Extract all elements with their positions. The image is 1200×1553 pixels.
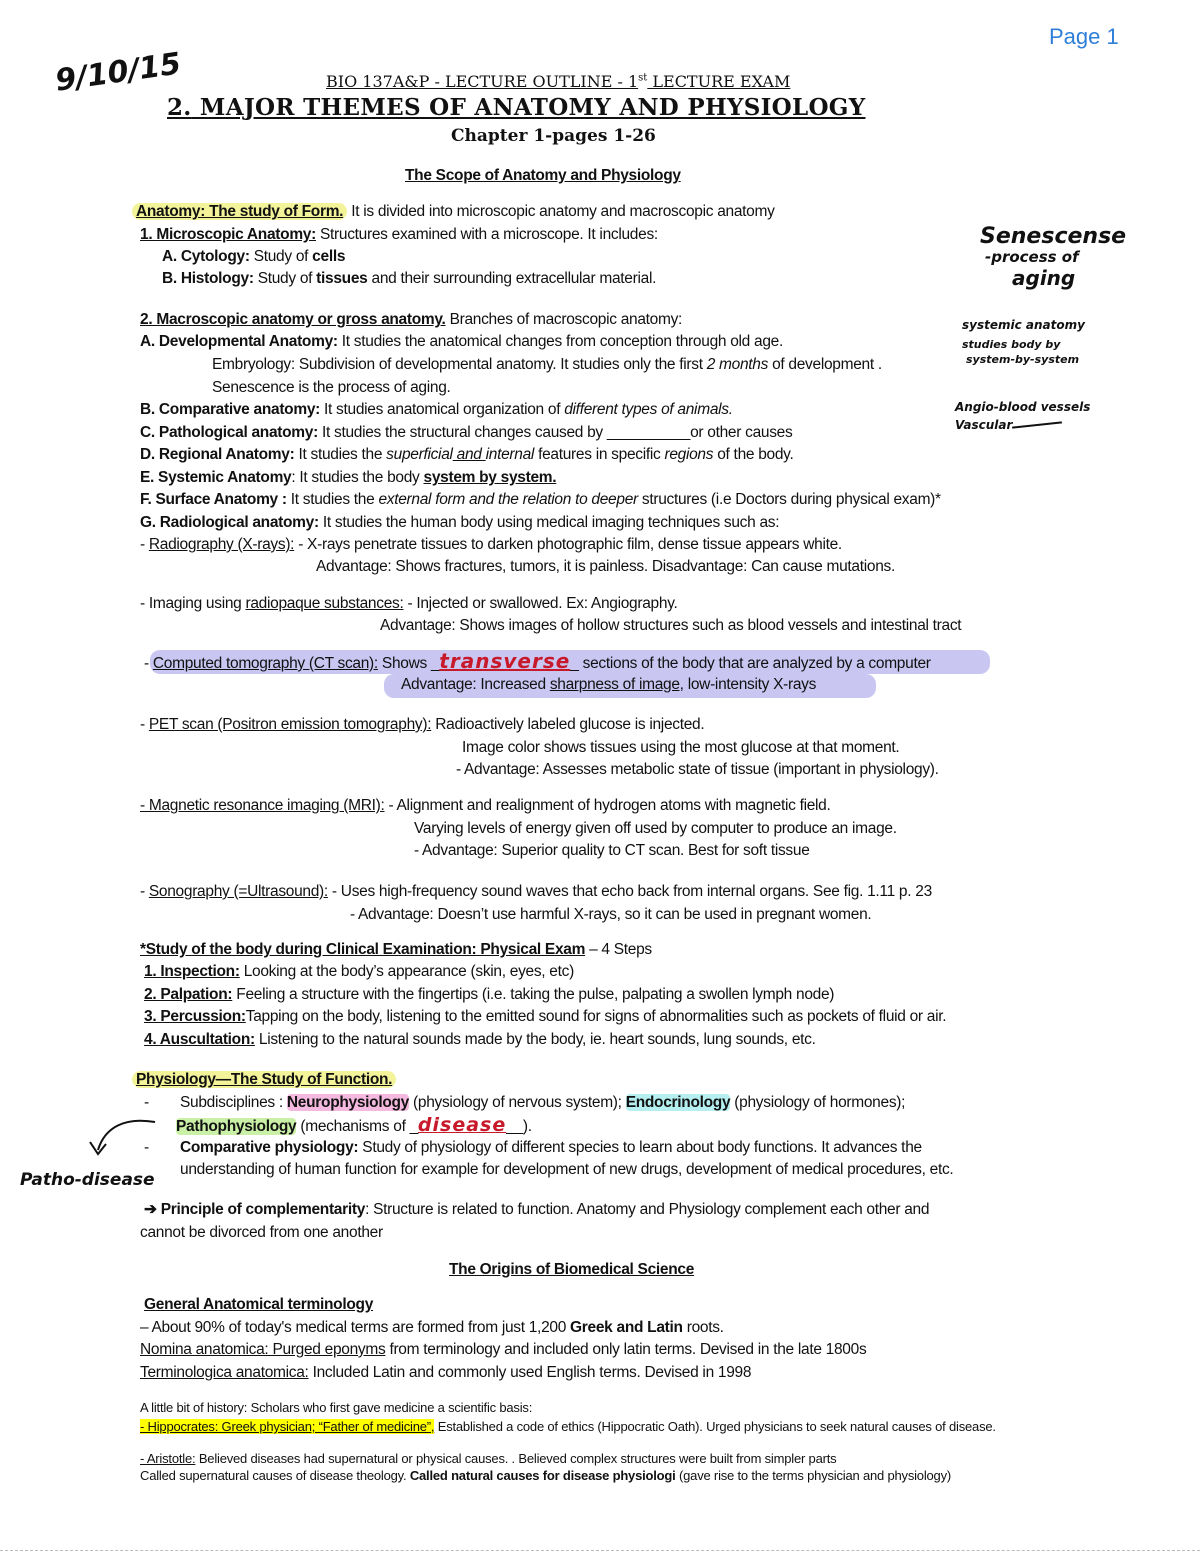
terminology-heading: General Anatomical terminology xyxy=(144,1296,374,1313)
sys-bold: system by system. xyxy=(423,469,557,486)
micro-label: 1. Microscopic Anatomy: xyxy=(140,226,316,243)
macro-text: Branches of macroscopic anatomy: xyxy=(445,311,683,328)
pet-line-3: - Advantage: Assesses metabolic state of tissue (important in physiology). xyxy=(456,761,939,778)
exam-step-3 xyxy=(144,1007,946,1027)
xray-u: Radiography (X-rays): xyxy=(148,536,295,553)
pet-b: Radioactively labeled glucose is injected. xyxy=(431,716,705,733)
bullet-dash: - xyxy=(144,1094,149,1111)
comp-phys-text: Study of physiology of different species to learn about body functions. It advances the xyxy=(358,1139,922,1156)
nomina-line xyxy=(140,1340,866,1360)
radiological-line xyxy=(140,513,779,533)
patho-term: Pathophysiology xyxy=(176,1118,297,1135)
reg-text2: features in specific xyxy=(534,446,665,463)
s3-text: Tapping on the body, listening to the emitted sound for signs of abnormalities such as pockets of fluid or air. xyxy=(245,1008,947,1025)
reg-i2: internal xyxy=(485,446,535,463)
pathophysiology-line xyxy=(176,1115,532,1137)
histology-line xyxy=(162,269,656,289)
sono-u: Sonography (=Ultrasound): xyxy=(148,883,328,900)
termino-b: Included Latin and commonly used English terms. Devised in 1998 xyxy=(308,1364,752,1381)
origins-heading: The Origins of Biomedical Science xyxy=(449,1261,695,1278)
line1-c: roots. xyxy=(682,1319,724,1336)
radio-b: - Injected or swallowed. Ex: Angiography. xyxy=(403,595,678,612)
aris-2b: Called natural causes for disease physiologi xyxy=(409,1468,676,1483)
physiology-label: Physiology—The Study of Function. xyxy=(132,1071,396,1088)
ct-blank-pre: _ xyxy=(430,655,440,672)
line1-b: Greek and Latin xyxy=(570,1319,683,1336)
dev-line xyxy=(140,332,783,352)
ct-c: sections of the body that are analyzed by a computer xyxy=(578,655,931,672)
exam-step-1 xyxy=(144,962,574,982)
senescence-line: Senescence is the process of aging. xyxy=(212,379,451,396)
mri-line-2: Varying levels of energy given off used by computer to produce an image. xyxy=(414,820,897,837)
title-number: 2. xyxy=(167,94,192,121)
patho-b: (mechanisms of _ xyxy=(296,1118,418,1135)
embryo-a: Embryology: Subdivision of developmental anatomy. It studies only the first xyxy=(212,356,707,373)
hippo-highlight: - Hippocrates: Greek physician; “Father of medicine”, xyxy=(140,1419,435,1434)
surf-text: It studies the xyxy=(286,491,379,508)
ct-fill: transverse xyxy=(439,649,571,673)
handwritten-date: 9/10/15 xyxy=(53,46,184,99)
aristotle-line-2 xyxy=(140,1467,951,1484)
nomina-b: from terminology and included only latin terms. Devised in the late 1800s xyxy=(385,1341,867,1358)
reg-i3: regions xyxy=(664,446,714,463)
xray-a: - xyxy=(140,536,149,553)
embryo-b: of development . xyxy=(768,356,882,373)
exam-step-2 xyxy=(144,985,834,1005)
dev-label: A. Developmental Anatomy: xyxy=(140,333,338,350)
physiology-heading xyxy=(132,1070,396,1090)
anatomy-label: Anatomy: The study of Form. xyxy=(132,203,347,220)
patho-fill: disease xyxy=(417,1114,507,1136)
note-vascular: Vascular xyxy=(955,418,1013,432)
surface-line xyxy=(140,490,941,510)
course-sup: st xyxy=(638,72,648,84)
anatomy-text: It is divided into microscopic anatomy and macroscopic anatomy xyxy=(347,203,775,220)
cyto-bold: cells xyxy=(312,248,346,265)
s4-text: Listening to the natural sounds made by the body, ie. heart sounds, lung sounds, etc. xyxy=(254,1031,816,1048)
terms-line xyxy=(140,1318,724,1338)
principle-line-2: cannot be divorced from one another xyxy=(140,1224,383,1241)
ct-a: - xyxy=(144,655,153,672)
chapter-label: Chapter 1-pages 1-26 xyxy=(451,126,656,146)
macro-label: 2. Macroscopic anatomy or gross anatomy. xyxy=(140,311,446,328)
ct-adv-u: sharpness of image, xyxy=(549,676,684,693)
line1-a: – About 90% of today's medical terms are formed from just 1,200 xyxy=(140,1319,571,1336)
radiopaque-advantage: Advantage: Shows images of hollow structures such as blood vessels and intestinal tract xyxy=(380,617,962,634)
mri-u: - Magnetic resonance imaging (MRI): xyxy=(140,797,385,814)
sub-a: Subdisciplines : xyxy=(180,1094,287,1111)
reg-label: D. Regional Anatomy: xyxy=(140,446,295,463)
sub-c: (physiology of hormones); xyxy=(730,1094,906,1111)
note-vascular-line xyxy=(1012,421,1062,428)
history-intro: A little bit of history: Scholars who first gave medicine a scientific basis: xyxy=(140,1400,533,1415)
exam-heading-end: – 4 Steps xyxy=(585,941,652,958)
note-aging: aging xyxy=(1012,266,1076,290)
terminologica-line xyxy=(140,1363,751,1383)
sub-b: (physiology of nervous system); xyxy=(409,1094,626,1111)
aris-2c: (gave rise to the terms physician and physiology) xyxy=(675,1468,952,1483)
sono-b: - Uses high-frequency sound waves that echo back from internal organs. See fig. 1.11 p. 23 xyxy=(327,883,932,900)
subdisciplines-line xyxy=(180,1093,905,1113)
aris-2a: Called supernatural causes of disease theology. xyxy=(140,1468,410,1483)
radiopaque-line xyxy=(140,594,678,614)
ct-adv-b: low-intensity X-rays xyxy=(683,676,817,693)
s2-text: Feeling a structure with the fingertips (i.e. taking the pulse, palpating a swollen lymph node) xyxy=(232,986,835,1003)
ct-line xyxy=(144,651,931,674)
note-system-by: system-by-system xyxy=(966,353,1080,366)
s1-text: Looking at the body’s appearance (skin, eyes, etc) xyxy=(239,963,574,980)
aristotle-line xyxy=(140,1450,836,1467)
embryology-line xyxy=(212,355,882,375)
surf-end: structures (i.e Doctors during physical exam)* xyxy=(637,491,941,508)
endo-term: Endocrinology xyxy=(625,1094,731,1111)
path-line xyxy=(140,423,792,443)
anatomy-line xyxy=(132,202,775,222)
curved-arrow-icon xyxy=(80,1112,160,1162)
xray-b: - X-rays penetrate tissues to darken photographic film, dense tissue appears white. xyxy=(294,536,842,553)
sys-label: E. Systemic Anatomy xyxy=(140,469,292,486)
course-header xyxy=(326,72,790,91)
sono-line xyxy=(140,882,932,902)
mri-line-3: - Advantage: Superior quality to CT scan. Best for soft tissue xyxy=(414,842,810,859)
surf-i: external form and the relation to deeper xyxy=(378,491,638,508)
mri-line xyxy=(140,796,831,816)
scope-heading: The Scope of Anatomy and Physiology xyxy=(405,167,681,184)
histo-end: and their surrounding extracellular material. xyxy=(367,270,657,287)
comp-phys-label: Comparative physiology: xyxy=(180,1139,359,1156)
reg-and: and xyxy=(452,446,486,463)
bullet-dash-2: - xyxy=(144,1139,149,1156)
cytology-line xyxy=(162,247,345,267)
pet-line xyxy=(140,715,704,735)
nomina-u: Nomina anatomica: Purged eponyms xyxy=(140,1341,386,1358)
sono-line-2: - Advantage: Doesn’t use harmful X-rays, so it can be used in pregnant women. xyxy=(350,906,872,923)
mri-b: - Alignment and realignment of hydrogen atoms with magnetic field. xyxy=(384,797,831,814)
pet-a: - xyxy=(140,716,149,733)
micro-text: Structures examined with a microscope. It includes: xyxy=(315,226,658,243)
s1-label: 1. Inspection: xyxy=(144,963,240,980)
ct-adv-a: Advantage: Increased xyxy=(401,676,550,693)
micro-line xyxy=(140,225,658,245)
radio-u: radiopaque substances: xyxy=(245,595,404,612)
histo-bold: tissues xyxy=(316,270,368,287)
macro-line xyxy=(140,310,682,330)
aris-b: Believed diseases had supernatural or physical causes. . Believed complex structures were built from simpler parts xyxy=(195,1451,837,1466)
page-bottom-divider xyxy=(0,1550,1200,1551)
xray-advantage: Advantage: Shows fractures, tumors, it is painless. Disadvantage: Can cause mutations. xyxy=(316,558,896,575)
sys-text: : It studies the body xyxy=(291,469,424,486)
aris-u: - Aristotle: xyxy=(140,1451,196,1466)
hippocrates-line xyxy=(140,1418,996,1435)
note-studies: studies body by xyxy=(962,338,1061,351)
exam-heading-text: *Study of the body during Clinical Examination: Physical Exam xyxy=(140,941,586,958)
radio-a: - Imaging using xyxy=(140,595,246,612)
cyto-label: A. Cytology: xyxy=(162,248,250,265)
rad-label: G. Radiological anatomy: xyxy=(140,514,319,531)
s3-label: 3. Percussion: xyxy=(144,1008,246,1025)
sono-a: - xyxy=(140,883,149,900)
ct-b: Shows xyxy=(377,655,431,672)
note-systemic: systemic anatomy xyxy=(962,318,1085,332)
s4-label: 4. Auscultation: xyxy=(144,1031,255,1048)
pet-line-2: Image color shows tissues using the most glucose at that moment. xyxy=(462,739,900,756)
reg-i1: superficial xyxy=(386,446,453,463)
dev-text: It studies the anatomical changes from conception through old age. xyxy=(337,333,783,350)
histo-text: Study of xyxy=(253,270,317,287)
principle-text: : Structure is related to function. Anatomy and Physiology complement each other and xyxy=(365,1201,930,1218)
ct-advantage xyxy=(401,675,816,695)
ct-u: Computed tomography (CT scan): xyxy=(152,655,378,672)
title-text: MAJOR THEMES OF ANATOMY AND PHYSIOLOGY xyxy=(191,94,866,121)
path-text: It studies the structural changes caused by __________or other causes xyxy=(317,424,793,441)
page-label: Page 1 xyxy=(1049,24,1119,49)
principle-label: Principle of complementarity xyxy=(160,1201,366,1218)
note-patho-disease: Patho-disease xyxy=(20,1170,155,1190)
reg-text: It studies the xyxy=(294,446,387,463)
hippo-text: Established a code of ethics (Hippocratic Oath). Urged physicians to seek natural causes of disease. xyxy=(434,1419,996,1434)
exam-step-4 xyxy=(144,1030,816,1050)
comp-physiology-line xyxy=(180,1138,922,1158)
note-angio: Angio-blood vessels xyxy=(955,400,1091,414)
note-senescense: Senescense xyxy=(980,224,1127,249)
note-process-of: -process of xyxy=(985,248,1079,266)
comp-i: different types of animals. xyxy=(564,401,733,418)
exam-heading xyxy=(140,940,652,960)
patho-c: __). xyxy=(506,1118,532,1135)
comp-line xyxy=(140,400,733,420)
surf-label: F. Surface Anatomy : xyxy=(140,491,287,508)
course-end: LECTURE EXAM xyxy=(647,72,791,91)
comp-text: It studies anatomical organization of xyxy=(320,401,565,418)
cyto-text: Study of xyxy=(249,248,313,265)
comp-label: B. Comparative anatomy: xyxy=(140,401,321,418)
arrow-icon: ➔ xyxy=(144,1201,157,1218)
histo-label: B. Histology: xyxy=(162,270,254,287)
page-title xyxy=(167,94,865,121)
comp-physiology-line-2: understanding of human function for example for development of new drugs, development of medical procedures, etc. xyxy=(180,1161,954,1178)
regional-line xyxy=(140,445,793,465)
xray-line xyxy=(140,535,842,555)
s2-label: 2. Palpation: xyxy=(144,986,233,1003)
termino-u: Terminologica anatomica: xyxy=(140,1364,309,1381)
ct-blank-post: _ xyxy=(570,655,579,672)
rad-text: It studies the human body using medical imaging techniques such as: xyxy=(318,514,780,531)
principle-line xyxy=(144,1200,929,1220)
path-label: C. Pathological anatomy: xyxy=(140,424,318,441)
neuro-term: Neurophysiology xyxy=(286,1094,410,1111)
systemic-line xyxy=(140,468,556,488)
reg-end: of the body. xyxy=(713,446,794,463)
pet-u: PET scan (Positron emission tomography): xyxy=(148,716,432,733)
embryo-i: 2 months xyxy=(706,356,769,373)
course-text: BIO 137A&P - LECTURE OUTLINE - 1 xyxy=(326,72,639,91)
